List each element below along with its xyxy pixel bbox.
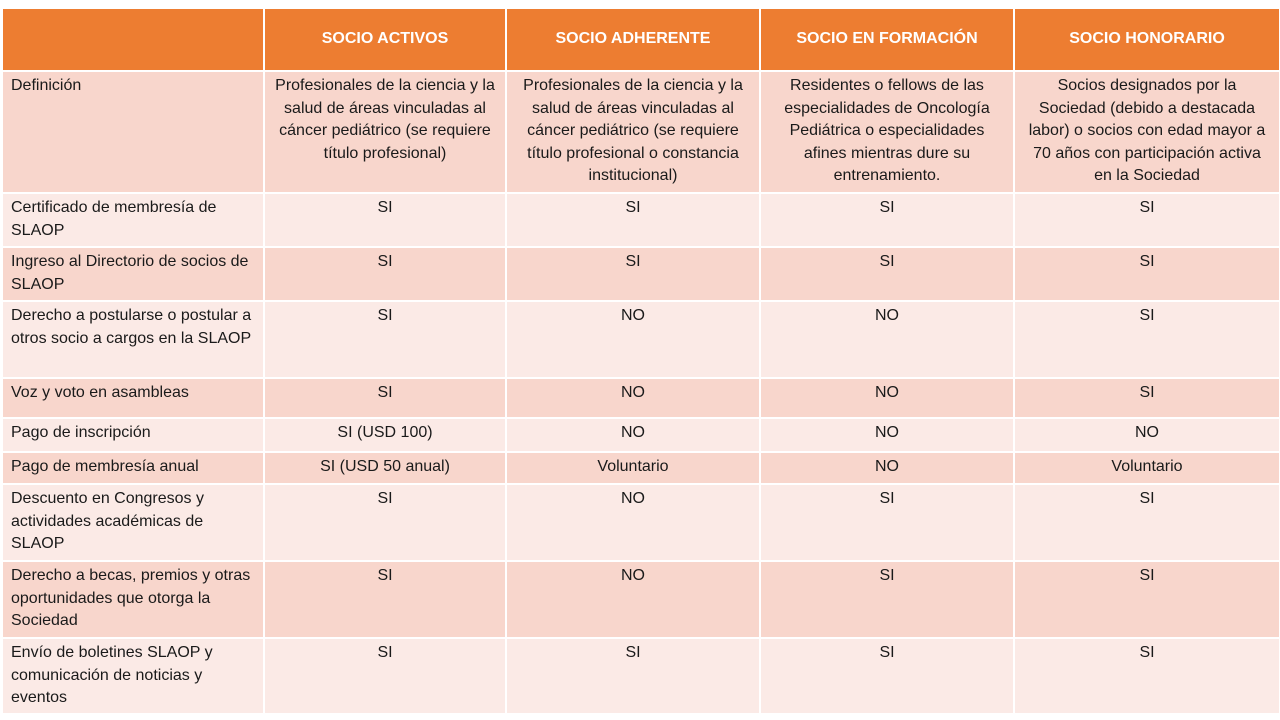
cell-socio-activos: SI [264, 484, 506, 561]
cell-socio-honorario: SI [1014, 561, 1280, 638]
cell-socio-activos: SI (USD 50 anual) [264, 452, 506, 484]
cell-socio-adherente: NO [506, 418, 760, 452]
cell-socio-honorario: SI [1014, 301, 1280, 378]
cell-socio-en-formacion: SI [760, 247, 1014, 301]
cell-socio-activos: SI [264, 378, 506, 418]
row-label: Envío de boletines SLAOP y comunicación de noticias y eventos [2, 638, 264, 714]
row-label: Pago de membresía anual [2, 452, 264, 484]
cell-socio-en-formacion: SI [760, 193, 1014, 247]
table-row-certificado [2, 193, 1280, 247]
cell-socio-adherente: NO [506, 378, 760, 418]
cell-socio-adherente: NO [506, 484, 760, 561]
row-label: Certificado de membresía de SLAOP [2, 193, 264, 247]
cell-socio-honorario: SI [1014, 247, 1280, 301]
table-row-becas [2, 561, 1280, 638]
row-label: Derecho a postularse o postular a otros socio a cargos en la SLAOP [2, 301, 264, 378]
cell-socio-honorario: SI [1014, 378, 1280, 418]
table-row-cargos [2, 301, 1280, 378]
cell-socio-activos: SI [264, 193, 506, 247]
cell-socio-adherente: NO [506, 301, 760, 378]
cell-socio-activos: SI [264, 561, 506, 638]
cell-socio-adherente: Voluntario [506, 452, 760, 484]
cell-socio-activos: SI (USD 100) [264, 418, 506, 452]
table-row-pago-inscripcion [2, 418, 1280, 452]
table-row-boletines [2, 638, 1280, 714]
cell-socio-adherente: SI [506, 247, 760, 301]
cell-socio-honorario: Voluntario [1014, 452, 1280, 484]
table-row-directorio [2, 247, 1280, 301]
table-row-definicion [2, 71, 1280, 193]
cell-socio-en-formacion: NO [760, 378, 1014, 418]
cell-socio-adherente: NO [506, 561, 760, 638]
cell-socio-en-formacion: NO [760, 418, 1014, 452]
table-row-voz-voto [2, 378, 1280, 418]
cell-socio-en-formacion: SI [760, 638, 1014, 714]
header-empty-cell [2, 8, 264, 71]
cell-socio-honorario: Socios designados por la Sociedad (debido a destacada labor) o socios con edad mayor a 70 años con participación activa en la Sociedad [1014, 71, 1280, 193]
header-socio-adherente: SOCIO ADHERENTE [506, 8, 760, 71]
cell-socio-adherente: Profesionales de la ciencia y la salud de áreas vinculadas al cáncer pediátrico (se requiere título profesional o constancia institucional) [506, 71, 760, 193]
cell-socio-activos: SI [264, 638, 506, 714]
row-label: Definición [2, 71, 264, 193]
cell-socio-activos: Profesionales de la ciencia y la salud de áreas vinculadas al cáncer pediátrico (se requiere título profesional) [264, 71, 506, 193]
cell-socio-en-formacion: SI [760, 484, 1014, 561]
cell-socio-activos: SI [264, 247, 506, 301]
cell-socio-en-formacion: SI [760, 561, 1014, 638]
cell-socio-honorario: SI [1014, 193, 1280, 247]
row-label: Derecho a becas, premios y otras oportunidades que otorga la Sociedad [2, 561, 264, 638]
header-socio-en-formacion: SOCIO EN FORMACIÓN [760, 8, 1014, 71]
membership-table [1, 7, 1280, 715]
header-socio-activos: SOCIO ACTIVOS [264, 8, 506, 71]
table-row-descuento [2, 484, 1280, 561]
cell-socio-honorario: SI [1014, 484, 1280, 561]
cell-socio-activos: SI [264, 301, 506, 378]
cell-socio-en-formacion: NO [760, 452, 1014, 484]
table-row-pago-membresia [2, 452, 1280, 484]
cell-socio-honorario: NO [1014, 418, 1280, 452]
header-row [2, 8, 1280, 71]
row-label: Voz y voto en asambleas [2, 378, 264, 418]
cell-socio-honorario: SI [1014, 638, 1280, 714]
row-label: Pago de inscripción [2, 418, 264, 452]
cell-socio-en-formacion: NO [760, 301, 1014, 378]
cell-socio-adherente: SI [506, 638, 760, 714]
row-label: Descuento en Congresos y actividades académicas de SLAOP [2, 484, 264, 561]
cell-socio-en-formacion: Residentes o fellows de las especialidades de Oncología Pediátrica o especialidades afines mientras dure su entrenamiento. [760, 71, 1014, 193]
cell-socio-adherente: SI [506, 193, 760, 247]
header-socio-honorario: SOCIO HONORARIO [1014, 8, 1280, 71]
row-label: Ingreso al Directorio de socios de SLAOP [2, 247, 264, 301]
